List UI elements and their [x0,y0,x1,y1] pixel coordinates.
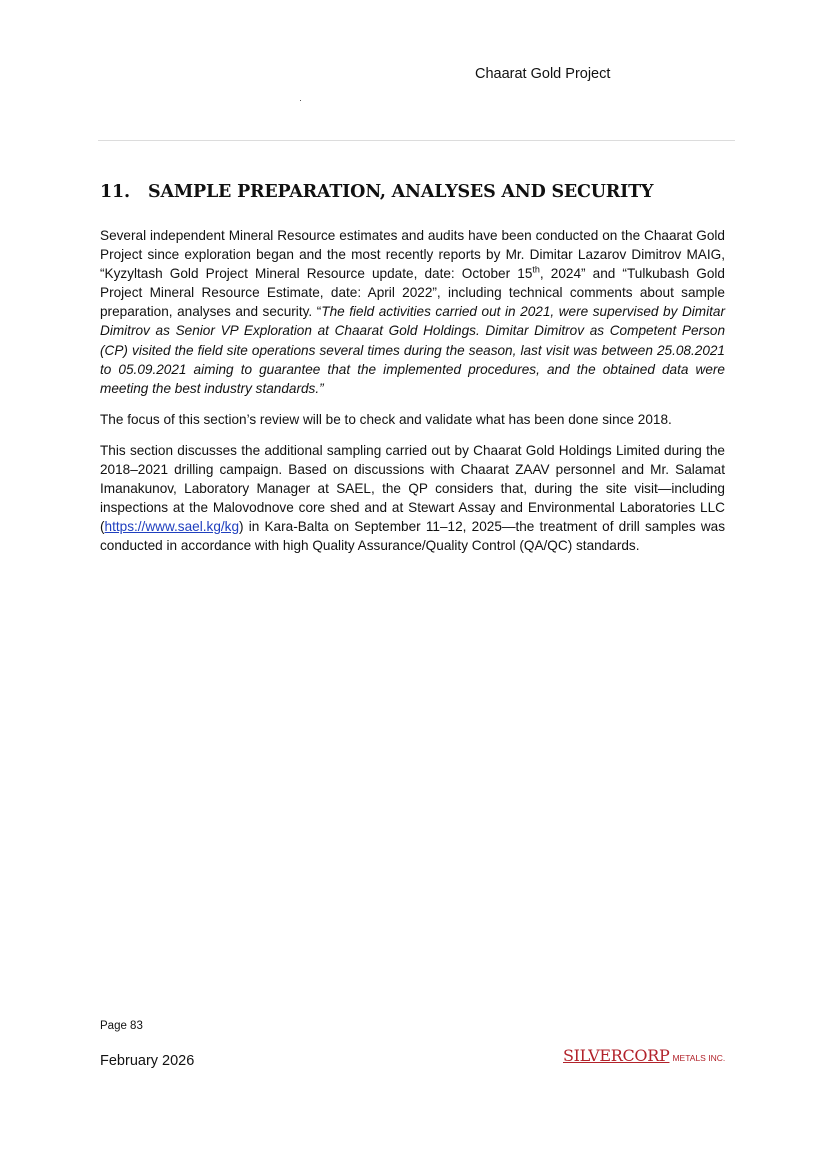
paragraph-3-text-b: ) in Kara-Balta on September 11–12, 2025—the treatment of drill samples was conducted in accordance with high Quality Assurance/Quality Control (QA/QC) standards. [100,519,725,554]
paragraph-1-text-a: Several independent Mineral Resource estimates and audits have been conducted on the Chaarat Gold Project since exploration began and the most recently reports by Mr. Dimitar Lazarov Dimitrov MAIG, “Kyzyltash Gold Project Mineral Resource update, date: October 15 [100,228,725,282]
paragraph-1-superscript: th [532,264,540,275]
footer-date: February 2026 [100,1053,195,1069]
header-dot-mark [300,100,301,101]
sael-website-link[interactable]: https://www.sael.kg/kg [104,519,240,535]
logo-brand-text: SILVERCORP [563,1046,670,1065]
paragraph-3 [100,441,725,556]
page-number: Page 83 [100,1020,143,1032]
section-title: SAMPLE PREPARATION, ANALYSES AND SECURITY [148,182,654,202]
logo-suffix-text: METALS INC. [672,1053,726,1063]
paragraph-1-italic-quote: The field activities carried out in 2021, were supervised by Dimitar Dimitrov as Senior VP Exploration at Chaarat Gold Holdings. Dimitar Dimitrov as Competent Person (CP) visited the field site operations several times during the season, last visit was between 25.08.2021 to 05.09.2021 aiming to guarantee that the implemented procedures, and the obtained data were meeting the best industry standards.” [100,304,726,396]
silvercorp-logo [563,1040,725,1064]
paragraph-1 [100,226,725,398]
header-divider [98,140,735,141]
section-number: 11. [100,182,130,202]
running-header-title: Chaarat Gold Project [475,66,611,82]
section-heading [100,182,730,202]
document-body [100,226,725,568]
paragraph-3-text-a: This section discusses the additional sampling carried out by Chaarat Gold Holdings Limited during the 2018–2021 drilling campaign. Based on discussions with Chaarat ZAAV personnel and Mr. Salamat Imanakunov, Laboratory Manager at SAEL, the QP considers that, during the site visit—including inspections at the Malovodnove core shed and at Stewart Assay and Environmental Laboratories LLC ( [100,442,725,535]
paragraph-1-text-b: , 2024” and “Tulkubash Gold Project Mineral Resource Estimate, date: April 2022”, including technical comments about sample preparation, analyses and security. “ [100,266,725,320]
paragraph-2: The focus of this section’s review will be to check and validate what has been done since 2018. [100,411,672,427]
